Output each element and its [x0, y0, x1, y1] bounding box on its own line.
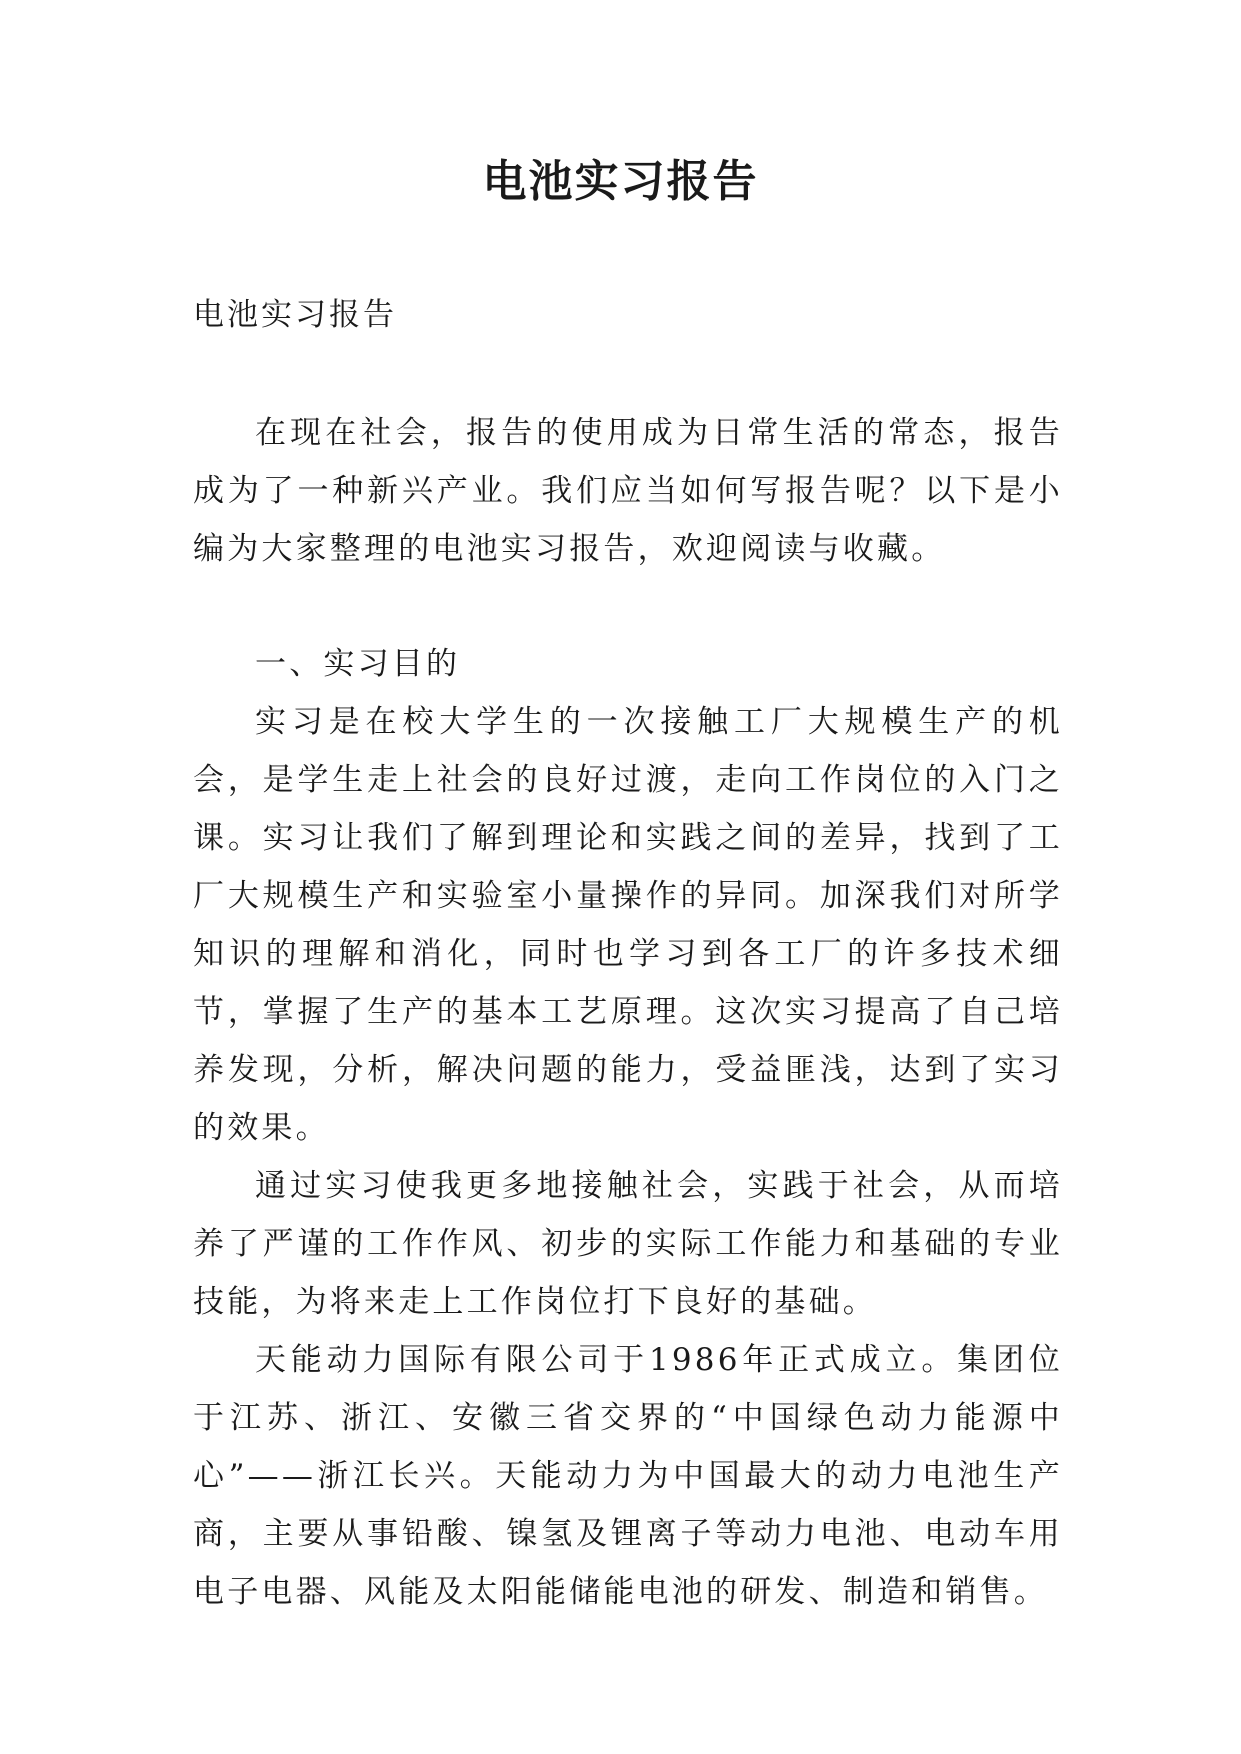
body-paragraph: 通过实习使我更多地接触社会，实践于社会，从而培养了严谨的工作作风、初步的实际工作能力和基础的专业技能，为将来走上工作岗位打下良好的基础。: [193, 1168, 1063, 1320]
section-heading: 一、实习目的: [255, 646, 461, 682]
intro-paragraph: 在现在社会，报告的使用成为日常生活的常态，报告成为了一种新兴产业。我们应当如何写报告呢？以下是小编为大家整理的电池实习报告，欢迎阅读与收藏。: [193, 415, 1063, 567]
document-subtitle: 电池实习报告: [193, 297, 397, 333]
body-paragraph: 天能动力国际有限公司于1986年正式成立。集团位于江苏、浙江、安徽三省交界的“中国绿色动力能源中心”——浙江长兴。天能动力为中国最大的动力电池生产商，主要从事铅酸、镍氢及锂离子等动力电池、电动车用电子电器、风能及太阳能储能电池的研发、制造和销售。: [193, 1342, 1063, 1610]
content-block: [193, 635, 1063, 1621]
intro-block: [193, 404, 1063, 578]
body-paragraph: 实习是在校大学生的一次接触工厂大规模生产的机会，是学生走上社会的良好过渡，走向工作岗位的入门之课。实习让我们了解到理论和实践之间的差异，找到了工厂大规模生产和实验室小量操作的异同。加深我们对所学知识的理解和消化，同时也学习到各工厂的许多技术细节，掌握了生产的基本工艺原理。这次实习提高了自己培养发现，分析，解决问题的能力，受益匪浅，达到了实习的效果。: [193, 704, 1063, 1146]
page-title: 电池实习报告: [482, 156, 759, 207]
